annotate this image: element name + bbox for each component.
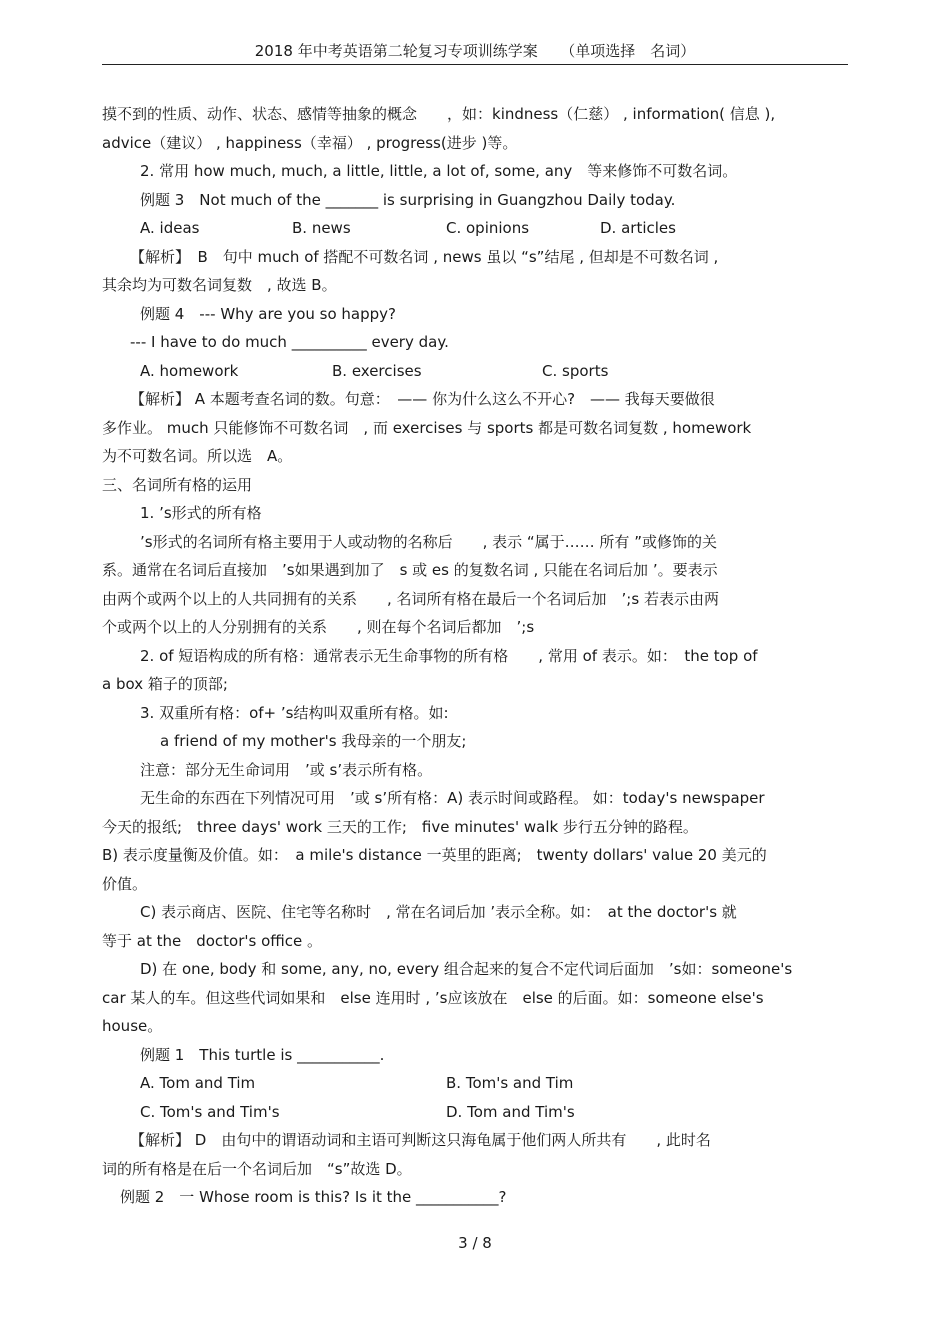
text-line: car 某人的车。但这些代词如果和 else 连用时 , ’s应该放在 else 的后面。如：someone else's [102,988,764,1007]
page-number: 3 / 8 [458,1234,492,1252]
text-line: a friend of my mother's 我母亲的一个朋友; [160,732,467,750]
option-c: C. sports [542,361,609,380]
option-d: D. articles [600,219,676,237]
options-row [102,214,850,243]
text-line: 词的所有格是在后一个名词后加 “s”故选 D。 [102,1159,412,1178]
text-line: 等于 at the doctor's office 。 [102,931,323,950]
example-question: 例题 4 --- Why are you so happy? [140,304,396,323]
option-b: B. Tom's and Tim [446,1074,574,1092]
option-d: D. Tom and Tim's [446,1102,575,1121]
option-b: B. news [292,219,351,237]
analysis-text: 【解析】 B 句中 much of 搭配不可数名词 , news 虽以 “s”结尾 , 但却是不可数名词 , [130,247,719,266]
text-line: 由两个或两个以上的人共同拥有的关系 , 名词所有格在最后一个名词后加 ’;s 若表示由两 [102,589,719,608]
text-line: C) 表示商店、医院、住宅等名称时 , 常在名词后加 ’表示全称。如： at the doctor's 就 [140,903,737,921]
example-question: 例题 1 This turtle is ___________. [140,1045,385,1064]
text-line: 价值。 [102,874,148,893]
text-line: advice（建议） , happiness（幸福） , progress(进步 )等。 [102,133,518,152]
text-line: 多作业。 much 只能修饰不可数名词 , 而 exercises 与 sports 都是可数名词复数 , homework [102,418,752,437]
section-heading: 三、名词所有格的运用 [102,475,253,494]
analysis-text: 【解析】 A 本题考查名词的数。句意： —— 你为什么这么不开心? —— 我每天要做很 [130,390,715,408]
page-header-title: 2018 年中考英语第二轮复习专项训练学案 （单项选择 名词） [254,42,696,60]
option-c: C. Tom's and Tim's [140,1102,280,1121]
header-divider [102,64,848,65]
example-question: 例题 2 一 Whose room is this? Is it the ___________? [120,1188,507,1206]
example-question: --- I have to do much __________ every day. [130,333,449,351]
option-c: C. opinions [446,219,530,237]
text-line: 无生命的东西在下列情况可用 ’或 s’所有格：A) 表示时间或路程。 如：today's newspaper [140,789,765,807]
option-a: A. ideas [140,219,200,237]
note-text: 注意：部分无生命词用 ’或 s’表示所有格。 [140,760,433,779]
text-line: ’s形式的名词所有格主要用于人或动物的名称后 , 表示 “属于…… 所有 ”或修饰的关 [140,532,717,551]
text-line: 其余均为可数名词复数 , 故选 B。 [102,276,337,294]
option-a: A. Tom and Tim [140,1074,256,1092]
example-question: 例题 3 Not much of the _______ is surprising in Guangzhou Daily today. [140,190,676,209]
options-row [102,1098,850,1127]
subsection-heading: 3. 双重所有格：of+ ’s结构叫双重所有格。如: [140,703,449,722]
subsection-heading: 1. ’s形式的所有格 [140,504,262,522]
analysis-text: 【解析】 D 由句中的谓语动词和主语可判断这只海龟属于他们两人所共有 , 此时名 [130,1131,711,1149]
document-body [102,100,850,1212]
text-line: 今天的报纸; three days' work 三天的工作; five minutes' walk 步行五分钟的路程。 [102,817,698,836]
option-b: B. exercises [332,361,422,380]
text-line: a box 箱子的顶部; [102,675,228,693]
subsection-heading: 2. of 短语构成的所有格：通常表示无生命事物的所有格 , 常用 of 表示。如： the top of [140,646,758,665]
options-row [102,357,850,386]
options-row [102,1069,850,1098]
text-line: 个或两个以上的人分别拥有的关系 , 则在每个名词后都加 ’;s [102,618,535,636]
text-line: 2. 常用 how much, much, a little, little, a lot of, some, any 等来修饰不可数名词。 [140,162,738,180]
text-line: 摸不到的性质、动作、状态、感情等抽象的概念 ，如：kindness（仁慈） , information( 信息 ), [102,105,776,123]
text-line: 为不可数名词。所以选 A。 [102,447,293,465]
text-line: D) 在 one, body 和 some, any, no, every 组合起来的复合不定代词后面加 ’s如：someone's [140,960,793,978]
text-line: 系。通常在名词后直接加 ’s如果遇到加了 s 或 es 的复数名词 , 只能在名词后加 ’。要表示 [102,561,718,579]
option-a: A. homework [140,361,239,380]
text-line: house。 [102,1017,163,1035]
text-line: B) 表示度量衡及价值。如： a mile's distance 一英里的距离; twenty dollars' value 20 美元的 [102,846,767,864]
